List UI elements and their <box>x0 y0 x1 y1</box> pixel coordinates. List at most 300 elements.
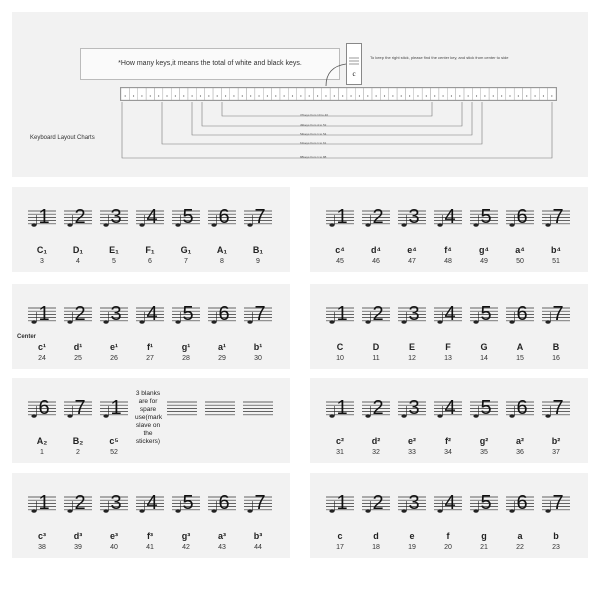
solfege-digit: 3 <box>408 492 420 514</box>
note-head <box>545 320 550 324</box>
strip-key-mark <box>208 95 209 96</box>
note-name: f⁴ <box>444 245 452 255</box>
strip-key <box>171 88 179 100</box>
solfege-digit: 1 <box>38 206 50 228</box>
note-head <box>175 509 180 513</box>
solfege-digit: 1 <box>110 397 122 419</box>
strip-key <box>539 88 547 100</box>
solfege-digit: 2 <box>74 492 86 514</box>
strip-key <box>531 88 539 100</box>
note-name: d³ <box>73 531 83 541</box>
strip-key <box>288 88 296 100</box>
note-head <box>211 223 216 227</box>
note-head <box>329 509 334 513</box>
center-marker: Center <box>17 334 37 340</box>
strip-key <box>422 88 430 100</box>
note-head <box>545 414 550 418</box>
strip-key <box>355 88 363 100</box>
solfege-digit: 4 <box>444 492 456 514</box>
note-name: E₁ <box>109 245 119 255</box>
key-number: 25 <box>74 355 82 362</box>
key-number: 27 <box>146 355 154 362</box>
strip-key-mark <box>518 95 519 96</box>
note-name: B <box>552 342 560 352</box>
strip-key-mark <box>300 95 301 96</box>
chart-title: Keyboard Layout Charts <box>30 135 95 141</box>
key-number: 21 <box>480 544 488 551</box>
solfege-digit: 7 <box>552 492 564 514</box>
strip-key-mark <box>267 95 268 96</box>
note-head <box>139 509 144 513</box>
key-number: 11 <box>372 355 380 362</box>
solfege-digit: 2 <box>372 303 384 325</box>
key-number: 37 <box>552 449 560 456</box>
note-head <box>103 320 108 324</box>
solfege-digit: 6 <box>516 206 528 228</box>
key-number: 48 <box>444 258 452 265</box>
note-name: f² <box>445 436 451 446</box>
note-name: e² <box>407 436 416 446</box>
key-number: 44 <box>254 544 262 551</box>
note-head <box>31 414 36 418</box>
stick-hint: To keep the right stick, please find the center key, and stick from center to side <box>370 55 509 60</box>
svg-text:c: c <box>352 70 356 78</box>
strip-key-mark <box>250 95 251 96</box>
strip-key-mark <box>284 95 285 96</box>
strip-key <box>489 88 497 100</box>
strip-key <box>196 88 204 100</box>
note-name: A₁ <box>216 245 228 255</box>
strip-key-mark <box>150 95 151 96</box>
pointer-arrow-icon <box>320 60 350 90</box>
note-name: D <box>372 342 380 352</box>
strip-key-mark <box>534 95 535 96</box>
sticker-card-left-2 <box>12 284 290 369</box>
keys-note: *How many keys,it means the total of white and black keys. <box>80 48 340 80</box>
strip-key <box>405 88 413 100</box>
note-name: c⁴ <box>335 245 345 255</box>
strip-key-mark <box>350 95 351 96</box>
note-name: f³ <box>147 531 153 541</box>
strip-key <box>464 88 472 100</box>
note-head <box>365 414 370 418</box>
key-number: 41 <box>146 544 154 551</box>
key-number: 26 <box>110 355 118 362</box>
solfege-digit: 1 <box>38 303 50 325</box>
strip-key-mark <box>359 95 360 96</box>
note-name: a³ <box>217 531 226 541</box>
note-head <box>247 223 252 227</box>
note-head <box>211 509 216 513</box>
strip-key-mark <box>543 95 544 96</box>
range-37keys: 37keys from 10 to 46 <box>300 113 329 117</box>
note-name: D₁ <box>72 245 84 255</box>
note-head <box>31 223 36 227</box>
strip-key <box>364 88 372 100</box>
note-name: a² <box>515 436 524 446</box>
sticker-card-right-4 <box>310 473 588 558</box>
key-number: 49 <box>480 258 488 265</box>
key-number: 52 <box>110 449 118 456</box>
key-number: 18 <box>372 544 380 551</box>
note-head <box>401 509 406 513</box>
strip-key <box>255 88 263 100</box>
note-name: b⁴ <box>551 245 561 255</box>
key-number: 39 <box>74 544 82 551</box>
strip-key <box>238 88 246 100</box>
note-head <box>67 509 72 513</box>
strip-key-mark <box>384 95 385 96</box>
solfege-digit: 3 <box>408 206 420 228</box>
note-name: a¹ <box>217 342 226 352</box>
key-number: 20 <box>444 544 452 551</box>
note-head <box>545 223 550 227</box>
key-number: 45 <box>336 258 344 265</box>
key-number: 10 <box>336 355 344 362</box>
note-name: F₁ <box>145 245 155 255</box>
note-head <box>103 223 108 227</box>
strip-key <box>272 88 280 100</box>
strip-key <box>129 88 137 100</box>
key-number: 33 <box>408 449 416 456</box>
note-head <box>401 414 406 418</box>
strip-key <box>330 88 338 100</box>
note-name: d⁴ <box>371 245 381 255</box>
note-head <box>473 509 478 513</box>
strip-key <box>523 88 531 100</box>
solfege-digit: 5 <box>480 492 492 514</box>
sticker-card-left-1 <box>12 187 290 272</box>
key-number: 40 <box>110 544 118 551</box>
strip-key <box>380 88 388 100</box>
key-number: 14 <box>480 355 488 362</box>
note-name: G <box>480 342 488 352</box>
key-number: 43 <box>218 544 226 551</box>
key-number: 15 <box>516 355 524 362</box>
solfege-digit: 2 <box>372 206 384 228</box>
note-name: e⁴ <box>407 245 417 255</box>
key-number: 16 <box>552 355 560 362</box>
solfege-digit: 2 <box>74 303 86 325</box>
solfege-digit: 4 <box>444 206 456 228</box>
solfege-digit: 6 <box>218 492 230 514</box>
strip-key <box>138 88 146 100</box>
strip-key-mark <box>258 95 259 96</box>
note-name: B₂ <box>72 436 84 446</box>
strip-key-mark <box>309 95 310 96</box>
key-number: 17 <box>336 544 344 551</box>
solfege-digit: 7 <box>254 206 266 228</box>
solfege-digit: 2 <box>372 397 384 419</box>
note-name: B₁ <box>252 245 264 255</box>
strip-key <box>280 88 288 100</box>
strip-key-mark <box>468 95 469 96</box>
range-54keys: 54keys from 1 to 54 <box>300 132 327 136</box>
strip-key <box>339 88 347 100</box>
note-name: e <box>409 531 415 541</box>
sticker-card-right-1 <box>310 187 588 272</box>
key-number: 35 <box>480 449 488 456</box>
strip-key <box>221 88 229 100</box>
strip-key <box>163 88 171 100</box>
note-head <box>31 509 36 513</box>
note-name: f <box>446 531 450 541</box>
solfege-digit: 5 <box>182 303 194 325</box>
solfege-digit: 7 <box>552 397 564 419</box>
solfege-digit: 7 <box>254 303 266 325</box>
strip-key-mark <box>275 95 276 96</box>
strip-key-mark <box>325 95 326 96</box>
note-head <box>67 320 72 324</box>
range-88keys: 88keys from 1 to 88 <box>300 155 327 159</box>
note-head <box>365 320 370 324</box>
strip-key-mark <box>409 95 410 96</box>
note-head <box>437 320 442 324</box>
note-name: d <box>373 531 379 541</box>
strip-key-mark <box>484 95 485 96</box>
solfege-digit: 4 <box>444 303 456 325</box>
solfege-digit: 5 <box>480 206 492 228</box>
note-head <box>365 223 370 227</box>
note-name: g⁴ <box>479 245 489 255</box>
strip-key-mark <box>175 95 176 96</box>
key-number: 13 <box>444 355 452 362</box>
note-name: E <box>408 342 415 352</box>
strip-key <box>472 88 480 100</box>
strip-key-mark <box>526 95 527 96</box>
note-name: g³ <box>181 531 191 541</box>
note-head <box>437 509 442 513</box>
strip-key <box>447 88 455 100</box>
note-head <box>365 509 370 513</box>
key-number: 4 <box>76 258 80 265</box>
note-head <box>247 509 252 513</box>
note-name: C₁ <box>36 245 48 255</box>
solfege-digit: 7 <box>74 397 86 419</box>
note-head <box>401 320 406 324</box>
note-name: a <box>517 531 523 541</box>
range-49keys: 49keys from 4 to 52 <box>300 123 327 127</box>
strip-key-mark <box>141 95 142 96</box>
strip-key-mark <box>158 95 159 96</box>
strip-key-mark <box>125 95 126 96</box>
strip-key-mark <box>434 95 435 96</box>
solfege-digit: 6 <box>38 397 50 419</box>
key-number: 19 <box>408 544 416 551</box>
note-name: c³ <box>37 531 46 541</box>
note-head <box>175 320 180 324</box>
strip-key <box>389 88 397 100</box>
key-number: 3 <box>40 258 44 265</box>
solfege-digit: 6 <box>516 303 528 325</box>
sticker-card-right-3 <box>310 378 588 463</box>
strip-key <box>431 88 439 100</box>
key-number: 8 <box>220 258 224 265</box>
note-name: C <box>336 342 344 352</box>
strip-key-mark <box>426 95 427 96</box>
note-head <box>473 320 478 324</box>
note-head <box>329 223 334 227</box>
key-number: 12 <box>408 355 416 362</box>
note-head <box>401 223 406 227</box>
note-head <box>247 320 252 324</box>
strip-key-mark <box>451 95 452 96</box>
strip-key <box>506 88 514 100</box>
strip-key-mark <box>233 95 234 96</box>
keyboard-strip <box>120 87 557 101</box>
key-number: 51 <box>552 258 560 265</box>
note-head <box>545 509 550 513</box>
note-head <box>509 320 514 324</box>
key-number: 6 <box>148 258 152 265</box>
solfege-digit: 3 <box>110 303 122 325</box>
key-number: 32 <box>372 449 380 456</box>
strip-key <box>263 88 271 100</box>
key-number: 28 <box>182 355 190 362</box>
solfege-digit: 5 <box>182 492 194 514</box>
strip-key-mark <box>501 95 502 96</box>
note-name: c¹ <box>37 342 46 352</box>
strip-key-mark <box>225 95 226 96</box>
strip-key <box>230 88 238 100</box>
strip-key <box>456 88 464 100</box>
strip-key-mark <box>476 95 477 96</box>
strip-key-mark <box>401 95 402 96</box>
note-name: c <box>337 531 343 541</box>
note-head <box>329 320 334 324</box>
note-head <box>103 509 108 513</box>
strip-key <box>439 88 447 100</box>
note-name: b² <box>551 436 561 446</box>
strip-key <box>213 88 221 100</box>
note-name: A <box>516 342 524 352</box>
sticker-card-left-3 <box>12 378 290 463</box>
note-head <box>139 320 144 324</box>
strip-key <box>146 88 154 100</box>
note-head <box>67 223 72 227</box>
solfege-digit: 7 <box>552 206 564 228</box>
solfege-digit: 1 <box>336 303 348 325</box>
note-name: e¹ <box>109 342 118 352</box>
note-name: b³ <box>253 531 263 541</box>
note-head <box>329 414 334 418</box>
strip-key <box>347 88 355 100</box>
solfege-digit: 5 <box>182 206 194 228</box>
note-name: c² <box>335 436 344 446</box>
strip-key-mark <box>442 95 443 96</box>
solfege-digit: 2 <box>372 492 384 514</box>
note-head <box>103 414 108 418</box>
solfege-digit: 6 <box>218 206 230 228</box>
solfege-digit: 6 <box>516 397 528 419</box>
strip-key <box>397 88 405 100</box>
strip-key <box>497 88 505 100</box>
solfege-digit: 6 <box>516 492 528 514</box>
solfege-digit: 5 <box>480 397 492 419</box>
solfege-digit: 7 <box>552 303 564 325</box>
solfege-digit: 3 <box>110 206 122 228</box>
key-number: 46 <box>372 258 380 265</box>
solfege-digit: 1 <box>336 397 348 419</box>
solfege-digit: 4 <box>146 303 158 325</box>
strip-key <box>188 88 196 100</box>
strip-key-mark <box>317 95 318 96</box>
note-name: g¹ <box>181 342 191 352</box>
key-number: 7 <box>184 258 188 265</box>
solfege-digit: 6 <box>218 303 230 325</box>
key-number: 9 <box>256 258 260 265</box>
key-number: 5 <box>112 258 116 265</box>
note-name: G₁ <box>180 245 192 255</box>
strip-key-mark <box>200 95 201 96</box>
key-number: 38 <box>38 544 46 551</box>
range-61keys: 61keys from 1 to 61 <box>300 141 327 145</box>
strip-key <box>205 88 213 100</box>
strip-key-mark <box>376 95 377 96</box>
note-name: g <box>481 531 487 541</box>
strip-key-mark <box>367 95 368 96</box>
strip-key <box>180 88 188 100</box>
note-name: g² <box>479 436 489 446</box>
strip-key-mark <box>509 95 510 96</box>
keyboard-strip-keys <box>121 88 556 100</box>
note-name: a⁴ <box>515 245 525 255</box>
note-head <box>175 223 180 227</box>
sticker-card-left-4 <box>12 473 290 558</box>
note-head <box>139 223 144 227</box>
solfege-digit: 1 <box>336 206 348 228</box>
key-number: 47 <box>408 258 416 265</box>
strip-key-mark <box>334 95 335 96</box>
key-number: 24 <box>38 355 46 362</box>
strip-key <box>481 88 489 100</box>
note-head <box>67 414 72 418</box>
strip-key-mark <box>417 95 418 96</box>
note-name: c⁵ <box>109 436 119 446</box>
strip-key-mark <box>217 95 218 96</box>
note-head <box>473 414 478 418</box>
note-head <box>473 223 478 227</box>
key-number: 22 <box>516 544 524 551</box>
strip-key-mark <box>342 95 343 96</box>
strip-key <box>297 88 305 100</box>
sticker-card-right-2 <box>310 284 588 369</box>
note-head <box>509 223 514 227</box>
solfege-digit: 3 <box>110 492 122 514</box>
key-number: 36 <box>516 449 524 456</box>
solfege-digit: 4 <box>146 206 158 228</box>
strip-key <box>154 88 162 100</box>
strip-key <box>121 88 129 100</box>
note-name: F <box>445 342 451 352</box>
note-name: d¹ <box>73 342 83 352</box>
solfege-digit: 3 <box>408 303 420 325</box>
strip-key <box>313 88 321 100</box>
spare-blanks-note: 3 blanks are for spare use(mark slave on the stickers) <box>135 390 163 445</box>
solfege-digit: 7 <box>254 492 266 514</box>
note-head <box>31 320 36 324</box>
key-number: 1 <box>40 449 44 456</box>
strip-key-mark <box>133 95 134 96</box>
key-number: 42 <box>182 544 190 551</box>
note-head <box>211 320 216 324</box>
strip-key-mark <box>166 95 167 96</box>
strip-key-mark <box>392 95 393 96</box>
key-number: 29 <box>218 355 226 362</box>
strip-key-mark <box>459 95 460 96</box>
strip-key-mark <box>242 95 243 96</box>
strip-key-mark <box>292 95 293 96</box>
